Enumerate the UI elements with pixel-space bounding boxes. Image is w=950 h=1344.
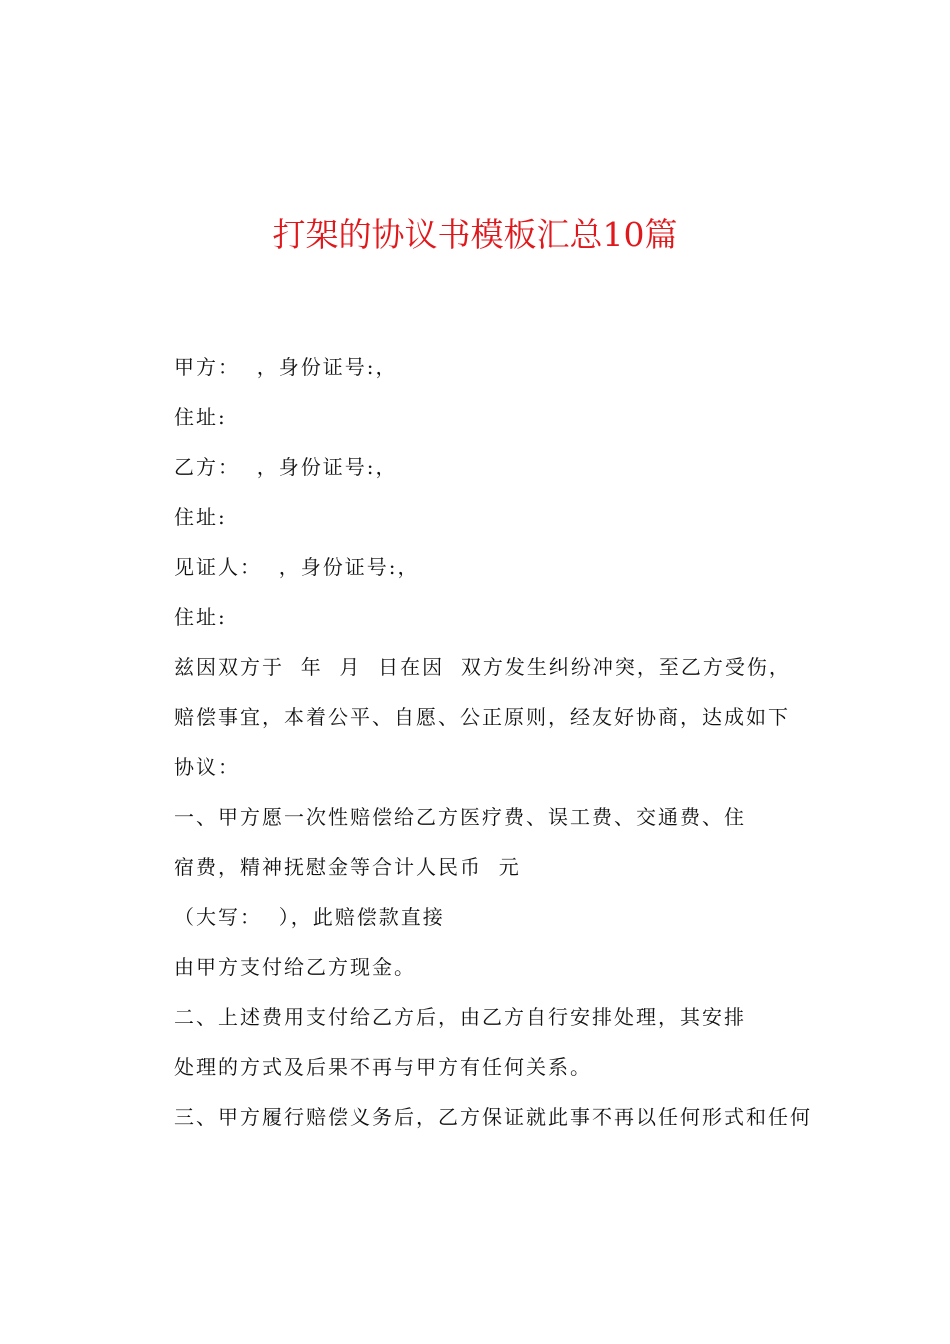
text-line-witness: 见证人： ，身份证号:，: [174, 555, 420, 579]
text-line-preamble-2: 赔偿事宜，本着公平、自愿、公正原则，经友好协商，达成如下: [174, 705, 790, 729]
text-line-party-b: 乙方： ，身份证号:，: [174, 455, 398, 479]
text-line-clause-3a: 三、甲方履行赔偿义务后，乙方保证就此事不再以任何形式和任何: [174, 1105, 812, 1129]
text-line-clause-1d: 由甲方支付给乙方现金。: [174, 955, 416, 979]
text-line-clause-1c: （大写： ），此赔偿款直接: [174, 905, 445, 929]
text-line-preamble-1: 兹因双方于 年 月 日在因 双方发生纠纷冲突，至乙方受伤，: [174, 655, 791, 679]
text-line-party-a-address: 住址:: [174, 405, 227, 429]
text-line-clause-2a: 二、上述费用支付给乙方后，由乙方自行安排处理，其安排: [174, 1005, 746, 1029]
text-line-party-b-address: 住址:: [174, 505, 227, 529]
text-line-clause-1b: 宿费，精神抚慰金等合计人民币 元: [174, 855, 521, 879]
text-line-clause-1a: 一、甲方愿一次性赔偿给乙方医疗费、误工费、交通费、住: [174, 805, 746, 829]
text-line-clause-2b: 处理的方式及后果不再与甲方有任何关系。: [174, 1055, 592, 1079]
text-line-witness-address: 住址:: [174, 605, 227, 629]
document-title: 打架的协议书模板汇总10篇: [272, 215, 678, 254]
text-line-party-a: 甲方： ，身份证号:，: [174, 355, 398, 379]
document-body: [174, 342, 854, 1142]
text-line-preamble-3: 协议：: [174, 755, 240, 779]
